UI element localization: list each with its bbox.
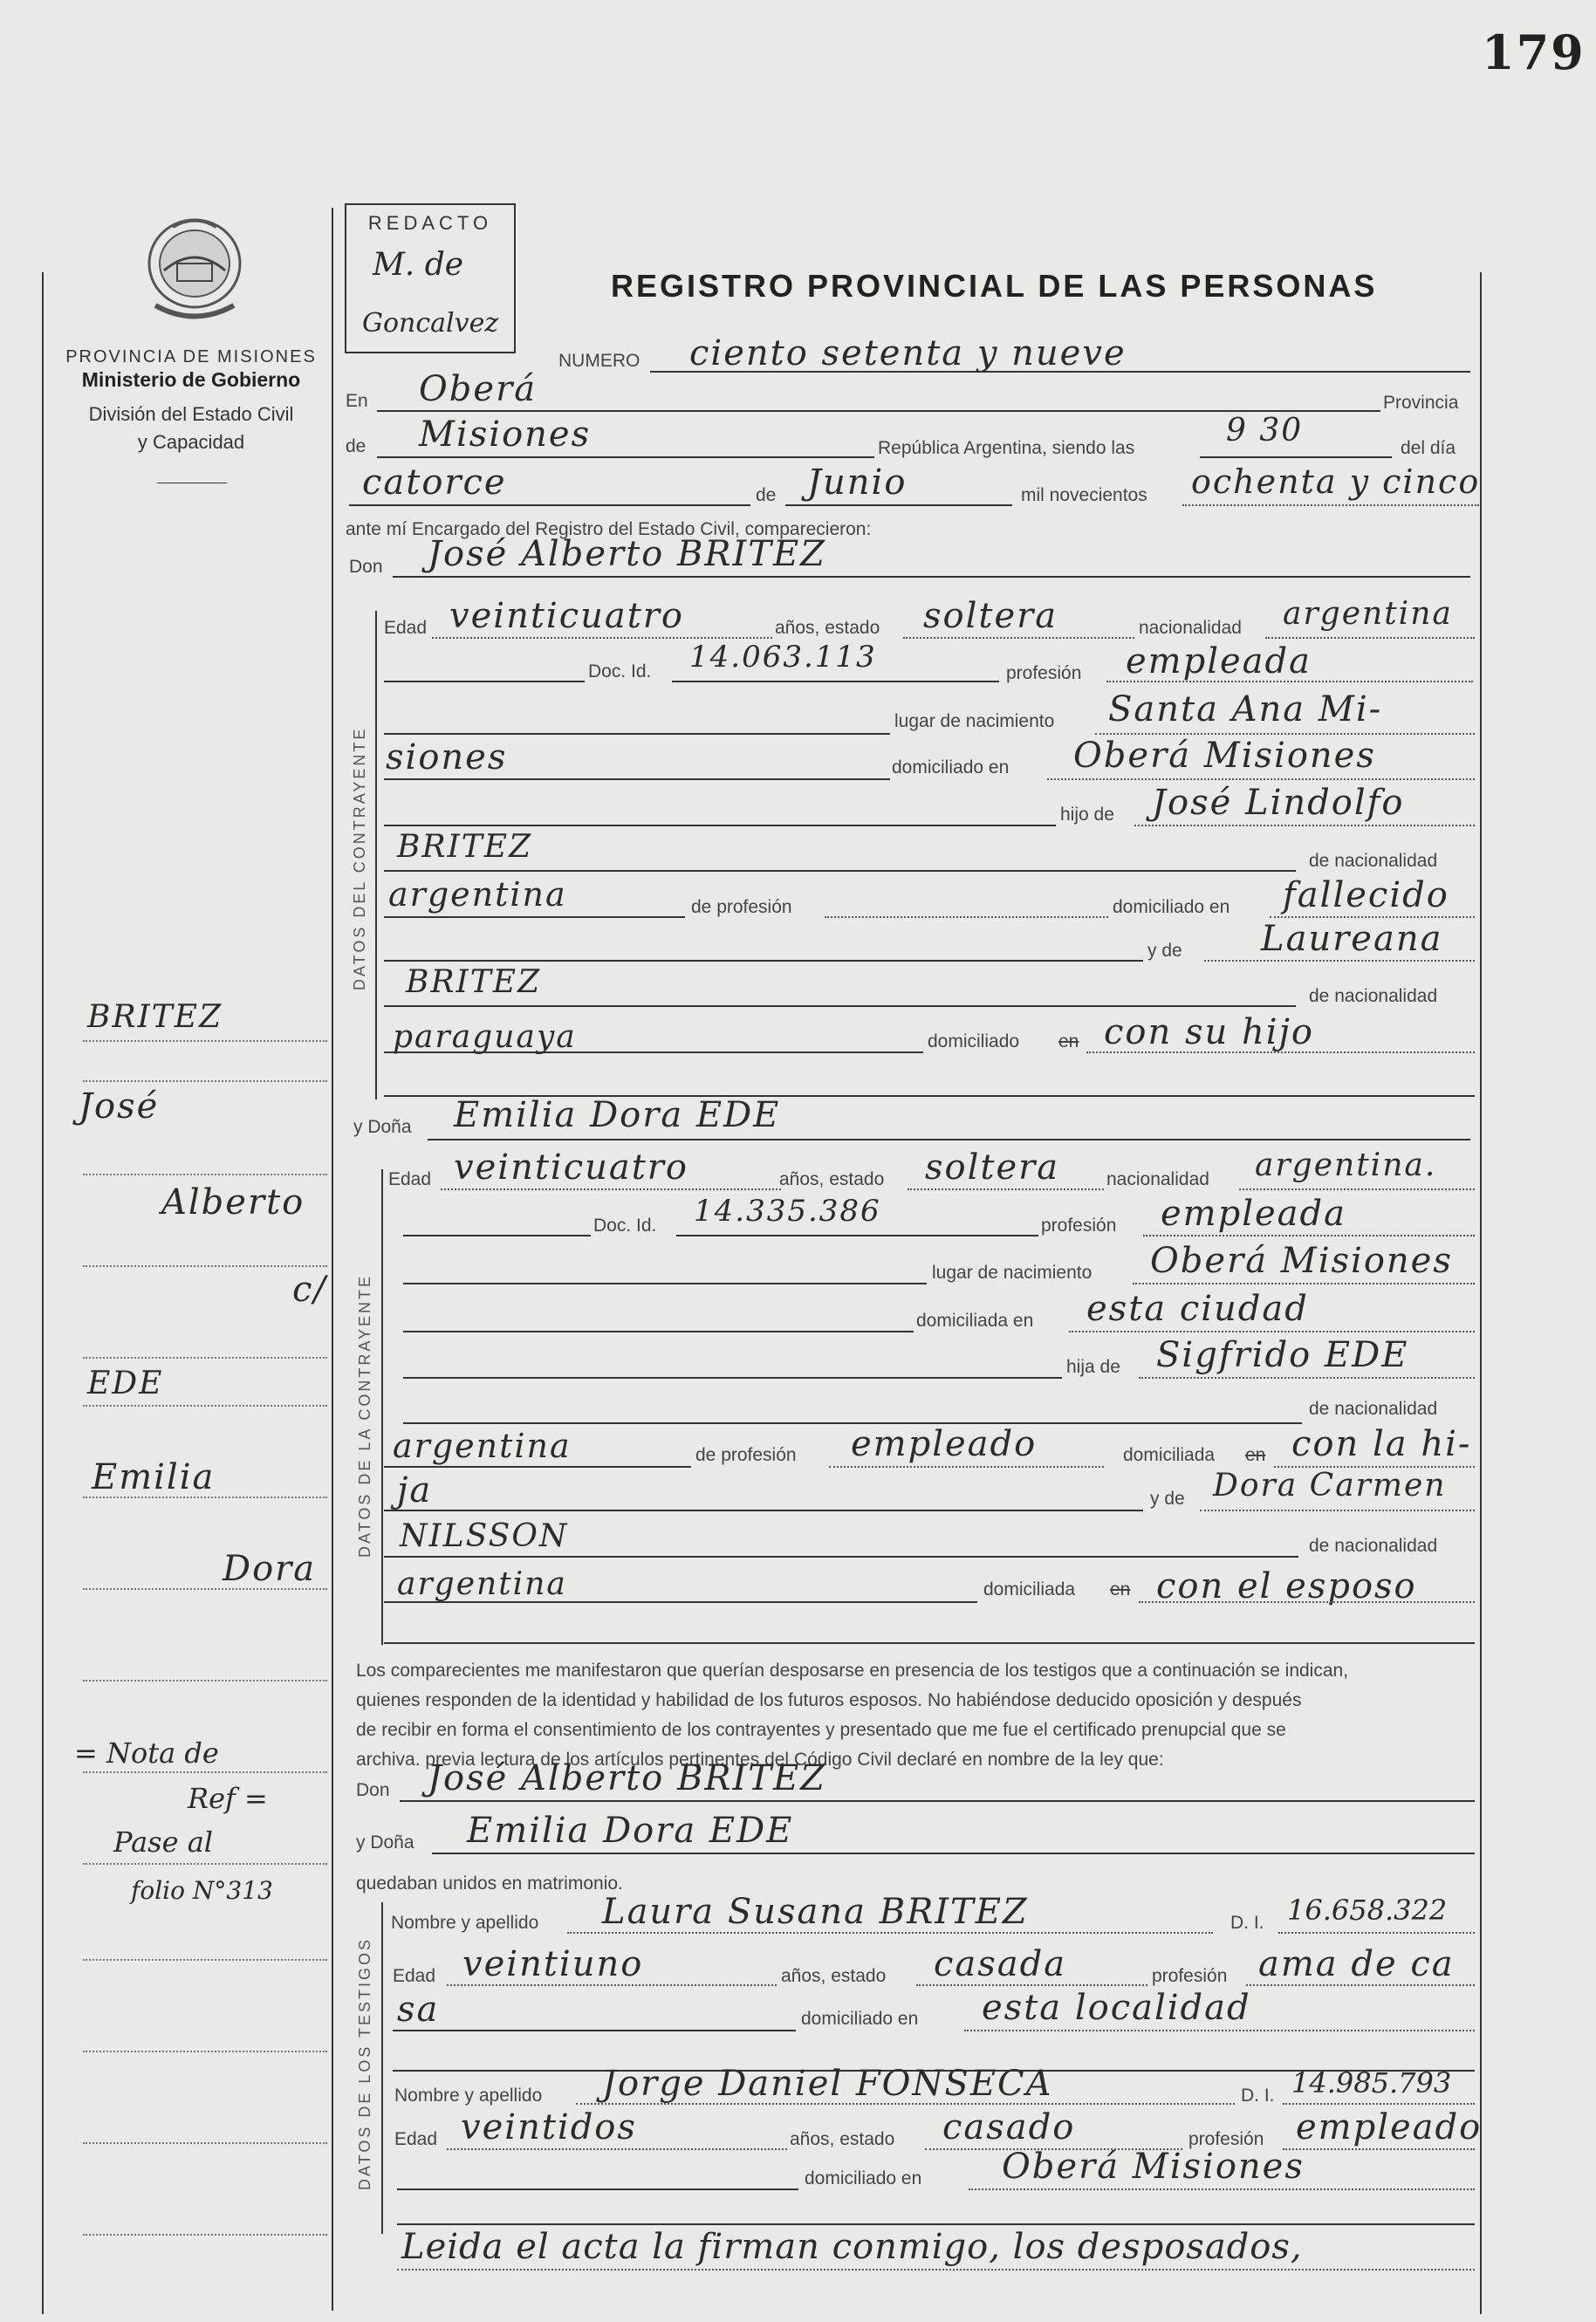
lugar-value-2: siones [386,737,508,777]
redacto-box [345,203,516,353]
profesion-label: profesión [1006,663,1082,683]
year-value: ochenta y cinco [1191,462,1481,501]
w1-dom-label: domiciliado en [801,2009,919,2029]
declaration-text [356,1656,1482,1775]
f-edad-label: Edad [388,1169,432,1189]
main-right-line [1480,272,1482,2314]
left-margin-line [42,272,44,2314]
f-father-prof-line [829,1466,1104,1468]
nacionalidad-label: nacionalidad [1139,618,1242,638]
decl-groom-line [400,1800,1475,1802]
w2-nombre-label: Nombre y apellido [394,2086,543,2106]
f-mother-dom-value: con el esposo [1156,1566,1417,1606]
lugar-label: lugar de nacimiento [894,711,1055,731]
decl-don-label: Don [356,1780,390,1800]
w1-di: 16.658.322 [1287,1894,1448,1927]
year-line [1182,504,1479,506]
f-domicilio-label: domiciliada en [916,1311,1034,1331]
decl-bride: Emilia Dora EDE [467,1811,794,1851]
w2-di-line [1283,2103,1475,2105]
father-name-2-line [384,870,1296,872]
w1-nombre-label: Nombre y apellido [391,1913,539,1933]
page-number: 179 [1482,24,1586,80]
w1-edad-line [447,1984,777,1986]
closing-underline [397,2269,1475,2271]
w1-prof-line [1246,1984,1475,1986]
doc-line [672,681,999,682]
margin-rule [83,2051,327,2052]
w1-prof-2: sa [397,1990,440,2030]
margin-note-4: folio N°313 [131,1876,273,1905]
lugar-value-1: Santa Ana Mi- [1108,689,1383,729]
f-lugar-value: Oberá Misiones [1150,1241,1453,1281]
w2-blank-line [397,2223,1475,2225]
main-left-line [332,208,333,2311]
f-father-prof-label: de profesión [695,1445,797,1465]
father-dom-value: fallecido [1283,875,1449,915]
margin-rule [83,1771,327,1773]
testigos-section-line [381,1902,383,2234]
f-mother-name-line [1200,1510,1475,1511]
decl-bride-line [432,1853,1475,1854]
redacto-label: REDACTO [367,212,493,234]
ministry-name: Ministerio de Gobierno [81,368,301,391]
margin-rule [83,2142,327,2144]
w1-estado: casada [934,1944,1067,1984]
redacto-signature-1: M. de [373,247,464,283]
w2-anos-label: años, estado [790,2129,895,2149]
province-line [377,456,874,458]
w2-dom-line [969,2188,1475,2190]
w1-di-line [1278,1932,1475,1934]
dona-label: y Doña [353,1117,412,1137]
decl-dona-label: y Doña [356,1832,414,1853]
margin-rule [83,1080,327,1082]
w2-dom: Oberá Misiones [1002,2147,1305,2187]
father-nac-label: de nacionalidad [1309,851,1438,871]
f-mother-name-1: Dora Carmen [1213,1468,1447,1503]
w2-name: Jorge Daniel FONSECA [602,2064,1053,2104]
f-mother-name-2: NILSSON [400,1518,569,1554]
del-dia-label: del día [1401,438,1456,458]
lugar-lead-line [384,733,890,735]
w2-edad: veintidos [461,2107,637,2147]
mother-name-line [1204,960,1475,962]
f-mother-dom-en-struck: en [1110,1579,1131,1599]
f-domicilio-line [1069,1331,1475,1332]
f-father-name: Sigfrido EDE [1156,1335,1409,1375]
day-value: catorce [362,462,507,503]
f-hija-lead-line [403,1377,1062,1379]
month-de-label: de [756,485,777,505]
f-father-dom-value-1: con la hi- [1291,1424,1472,1464]
domicilio-label: domiciliado en [892,757,1010,777]
margin-note-1: = Nota de [74,1736,219,1770]
father-dom-label: domiciliado en [1113,897,1230,917]
f-mother-nac-value: argentina [397,1566,567,1602]
provincial-crest-logo [138,209,251,332]
f-mother-dom-line [1139,1601,1475,1603]
f-mother-nac-line [384,1601,977,1603]
w2-profesion-label: profesión [1188,2129,1264,2149]
w1-prof-1: ama de ca [1258,1944,1455,1984]
mother-dom-en-struck: en [1058,1031,1079,1051]
mother-nac-line [384,1051,923,1053]
w1-name: Laura Susana BRITEZ [602,1892,1029,1932]
w1-anos-label: años, estado [781,1966,887,1986]
nacionalidad-value: argentina [1283,596,1453,632]
f-father-prof-value: empleado [851,1424,1038,1464]
f-edad-value: veinticuatro [454,1147,688,1188]
edad-label: Edad [384,618,428,638]
hour-line [1200,456,1392,458]
en-label: En [346,391,368,411]
month-value: Junio [807,462,908,503]
w2-edad-label: Edad [394,2129,438,2149]
father-prof-label: de profesión [691,897,792,917]
f-profesion-value: empleada [1161,1194,1346,1234]
f-mother-nac-label: de nacionalidad [1309,1536,1438,1556]
f-domicilio-value: esta ciudad [1086,1289,1309,1329]
closing-line: Leida el acta la firman conmigo, los desposados, [401,2227,1303,2267]
mother-name-2-line [384,1005,1296,1007]
mother-y-de-label: y de [1147,941,1182,961]
contrayente-section-line [375,611,377,1099]
provincia-label: Provincia [1383,393,1459,413]
testigos-section-label: DATOS DE LOS TESTIGOS [356,1936,373,2190]
declaration-line-2: quienes responden de la identidad y habilidad de los futuros esposos. No habiéndose deducido oposición y después [356,1690,1302,1710]
margin-note-3: Pase al [113,1825,214,1859]
numero-label: NUMERO [558,351,640,371]
en-value: Oberá [419,369,538,409]
mother-nac-label: de nacionalidad [1309,986,1438,1006]
f-doc-lead-line [403,1235,591,1236]
f-lugar-label: lugar de nacimiento [932,1263,1093,1283]
doc-label: Doc. Id. [588,661,652,682]
contrayente-f-blank-line [384,1642,1475,1644]
mother-name-2: BRITEZ [406,964,542,1000]
w1-dom: esta localidad [982,1988,1251,2028]
f-profesion-label: profesión [1041,1216,1117,1236]
w1-dom-lead-line [393,2030,796,2031]
margin-rule [83,1863,327,1865]
anos-estado-label: años, estado [775,618,880,638]
f-edad-line [441,1188,781,1190]
decl-unidos: quedaban unidos en matrimonio. [356,1873,623,1894]
f-lugar-line [1133,1283,1475,1284]
de-label: de [346,436,366,456]
redacto-signature-2: Goncalvez [362,308,499,339]
registry-title: REGISTRO PROVINCIAL DE LAS PERSONAS [611,268,1378,304]
w2-prof: empleado [1296,2107,1483,2147]
nacionalidad-line [1265,637,1475,639]
contrayente-f-section-label: DATOS DE LA CONTRAYENTE [356,1273,373,1558]
margin-rule [83,1959,327,1961]
f-hija-label: hija de [1066,1357,1120,1377]
declaration-line-4: archiva. previa lectura de los artículos pertinentes del Código Civil declaré en nombre de la ley que: [356,1750,1164,1770]
father-prof-line [825,916,1108,918]
father-dom-line [1270,916,1475,918]
edad-value: veinticuatro [449,596,684,636]
f-anos-label: años, estado [779,1169,885,1189]
profesion-value: empleada [1126,641,1312,682]
lugar-line [1095,733,1475,735]
domicilio-value: Oberá Misiones [1073,736,1376,776]
ante-text: ante mí Encargado del Registro del Estado Civil, comparecieron: [346,519,872,539]
f-father-dom-label: domiciliada [1123,1445,1216,1465]
mother-dom-value: con su hijo [1104,1012,1315,1052]
w2-prof-line [1283,2148,1475,2150]
w2-edad-line [447,2148,787,2150]
day-line [349,504,750,506]
don-label: Don [349,557,383,577]
republica-label: República Argentina, siendo las [878,438,1135,458]
f-dom-lead-line [403,1331,914,1332]
bride-line [428,1139,1470,1140]
w1-name-line [567,1932,1213,1934]
f-mother-name-2-line [384,1556,1298,1558]
mother-nac-value: paraguaya [393,1019,577,1055]
margin-name-6: Emilia [92,1457,216,1497]
margin-name-4: c/ [292,1270,327,1310]
w1-di-label: D. I. [1230,1913,1264,1933]
margin-name-2: José [79,1086,160,1127]
margin-rule [83,1174,327,1175]
division-line-2: y Capacidad [137,431,245,453]
province-name: PROVINCIA DE MISIONES [65,347,317,366]
f-hija-line [1139,1377,1475,1379]
f-lugar-lead-line [403,1283,927,1284]
decl-groom: José Alberto BRITEZ [428,1758,826,1798]
w2-name-line [576,2103,1235,2105]
w2-dom-lead-line [397,2188,798,2190]
f-estado-line [908,1188,1104,1190]
father-nac-value: argentina [388,875,567,914]
f-father-nac-line [384,1466,691,1468]
estado-line [903,637,1134,639]
f-father-dom-value-2: ja [397,1470,433,1510]
province-value: Misiones [419,414,592,455]
groom-line [393,576,1470,578]
father-name-2: BRITEZ [397,829,533,865]
father-nac-line [384,916,685,918]
w1-edad-label: Edad [393,1966,436,1986]
mother-lead-line [384,960,1143,962]
margin-note-2: Ref = [188,1782,268,1815]
w1-estado-line [916,1984,1147,1986]
f-mother-dom-label: domiciliada [983,1579,1076,1599]
hijo-lead-line [384,825,1056,826]
w1-dom-line [964,2030,1475,2031]
contrayente-section-label: DATOS DEL CONTRAYENTE [351,726,368,990]
f-doc-label: Doc. Id. [593,1216,657,1236]
f-nacionalidad-line [1239,1188,1475,1190]
margin-name-1: BRITEZ [87,999,223,1035]
margin-rule [83,1680,327,1682]
f-mother-y-de-label: y de [1150,1489,1185,1509]
bride-name: Emilia Dora EDE [454,1095,781,1135]
margin-rule [83,1265,327,1267]
f-doc-value: 14.335.386 [694,1194,881,1229]
f-profesion-line [1143,1235,1475,1236]
estado-value: soltera [923,596,1058,636]
f-father-dom-en-struck: en [1245,1445,1266,1465]
hijo-label: hijo de [1060,805,1114,825]
margin-rule [83,1040,327,1042]
w1-edad: veintiuno [462,1944,644,1984]
w2-dom-label: domiciliado en [805,2168,922,2188]
numero-value: ciento setenta y nueve [689,333,1127,373]
groom-name: José Alberto BRITEZ [428,534,826,574]
division-line-1: División del Estado Civil [88,403,294,425]
margin-name-3: Alberto [161,1182,305,1223]
lugar-2-line [384,778,890,780]
w2-di: 14.985.793 [1291,2066,1452,2099]
mother-name-1: Laureana [1261,919,1443,959]
numero-line [650,371,1470,373]
declaration-line-1: Los comparecientes me manifestaron que querían desposarse en presencia de los testigos que a continuación se indican, [356,1661,1349,1681]
contrayente-f-section-line [381,1169,383,1645]
w2-estado: casado [942,2107,1076,2147]
margin-rule [83,1357,327,1359]
mil-label: mil novecientos [1021,485,1147,505]
margin-name-7: Dora [223,1549,317,1589]
f-father-nac-label: de nacionalidad [1309,1399,1438,1419]
mother-dom-label: domiciliado [928,1031,1020,1051]
margin-rule [83,2234,327,2236]
f-mother-lead-line [384,1510,1143,1511]
en-line [377,410,1380,412]
declaration-line-3: de recibir en forma el consentimiento de los contrayentes y presentado que me fue el certificado prenupcial que se [356,1720,1286,1740]
month-line [785,504,1012,506]
w2-di-label: D. I. [1241,2086,1275,2106]
doc-lead-line [384,681,585,682]
hijo-line [1134,825,1475,826]
f-doc-line [676,1235,1038,1236]
w1-profesion-label: profesión [1152,1966,1228,1986]
father-name-1: José Lindolfo [1152,783,1405,823]
f-nacionalidad-label: nacionalidad [1106,1169,1209,1189]
mother-dom-line [1086,1051,1475,1053]
hour-value: 9 30 [1226,413,1304,449]
domicilio-line [1047,778,1475,780]
doc-value: 14.063.113 [689,640,877,675]
margin-name-5: EDE [87,1366,164,1401]
edad-line [432,637,772,639]
f-estado-value: soltera [925,1147,1060,1188]
margin-rule [83,1405,327,1407]
f-nacionalidad-value: argentina. [1255,1147,1437,1183]
profesion-line [1106,681,1473,682]
f-father-nac-value: argentina [393,1427,572,1465]
